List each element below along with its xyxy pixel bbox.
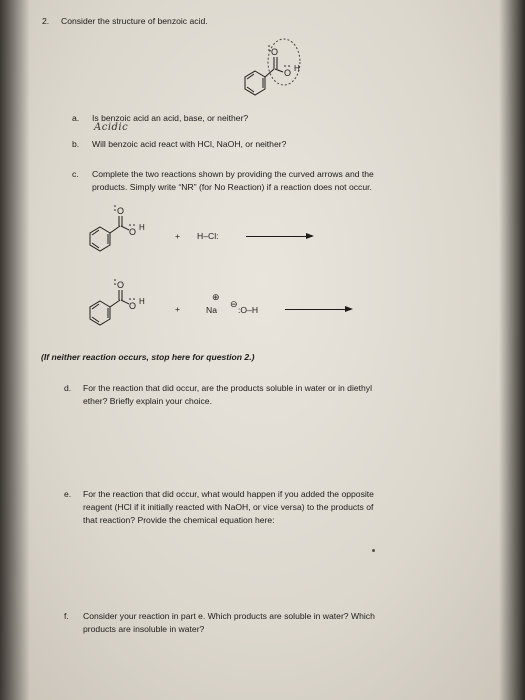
hydrogen-label: H: [294, 64, 300, 73]
part-e-line-3: that reaction? Provide the chemical equation here:: [83, 515, 275, 525]
reaction-1-reagent-hcl: H–Cl:: [197, 231, 219, 241]
part-f-line-2: products are insoluble in water?: [83, 624, 205, 634]
hydroxide-charge-icon: ⊖: [230, 299, 238, 309]
reaction-2-plus: +: [175, 304, 181, 314]
part-d-letter: d.: [64, 383, 72, 393]
part-c-line-2: products. Simply write “NR” (for No Reaction) if a reaction does not occur.: [92, 182, 372, 192]
reaction-2-arrow: [285, 309, 351, 310]
part-b-letter: b.: [72, 139, 80, 149]
reaction-2-cation-na: Na: [206, 305, 217, 315]
question-number: 2.: [42, 16, 50, 26]
carbonyl-oxygen-label: O: [271, 47, 279, 57]
reaction-2-benzoic-acid: [82, 276, 172, 336]
part-a-handwritten-answer: Acidic: [94, 122, 129, 133]
page-shadow-left: [0, 0, 30, 700]
part-c-letter: c.: [72, 169, 79, 179]
stop-note: (If neither reaction occurs, stop here for question 2.): [41, 352, 255, 362]
part-f-line-1: Consider your reaction in part e. Which products are soluble in water? Which: [83, 611, 375, 621]
part-e-line-2: reagent (HCl if it initially reacted with NaOH, or vice versa) to the products of: [83, 502, 374, 512]
pen-mark: [372, 549, 375, 552]
part-e-line-1: For the reaction that did occur, what would happen if you added the opposite: [83, 489, 374, 499]
part-a-letter: a.: [72, 113, 80, 123]
svg-text:O: O: [129, 301, 137, 311]
part-d-line-2: ether? Briefly explain your choice.: [83, 396, 212, 406]
sodium-charge-icon: ⊕: [212, 292, 220, 302]
part-b-question: Will benzoic acid react with HCl, NaOH, or neither?: [92, 139, 287, 149]
part-a-question: Is benzoic acid an acid, base, or neither?: [92, 113, 249, 123]
svg-text:H: H: [139, 223, 145, 232]
part-f-letter: f.: [64, 611, 69, 621]
svg-text:O: O: [117, 206, 125, 216]
question-title: Consider the structure of benzoic acid.: [61, 16, 208, 26]
page-shadow-right: [499, 0, 525, 700]
part-d-line-1: For the reaction that did occur, are the products soluble in water or in diethyl: [83, 383, 373, 393]
svg-text:H: H: [139, 297, 145, 306]
svg-text:O: O: [129, 227, 137, 237]
hydroxyl-oxygen-label: O: [284, 68, 292, 78]
part-e-letter: e.: [64, 489, 72, 499]
svg-text:O: O: [117, 280, 125, 290]
part-c-line-1: Complete the two reactions shown by providing the curved arrows and the: [92, 169, 374, 179]
reaction-1-benzoic-acid: [82, 202, 172, 262]
reaction-1-arrow: [246, 236, 312, 237]
reaction-1-plus: +: [175, 231, 181, 241]
benzoic-acid-structure: [225, 38, 335, 110]
reaction-2-anion-hydroxide: :O–H: [238, 305, 259, 315]
